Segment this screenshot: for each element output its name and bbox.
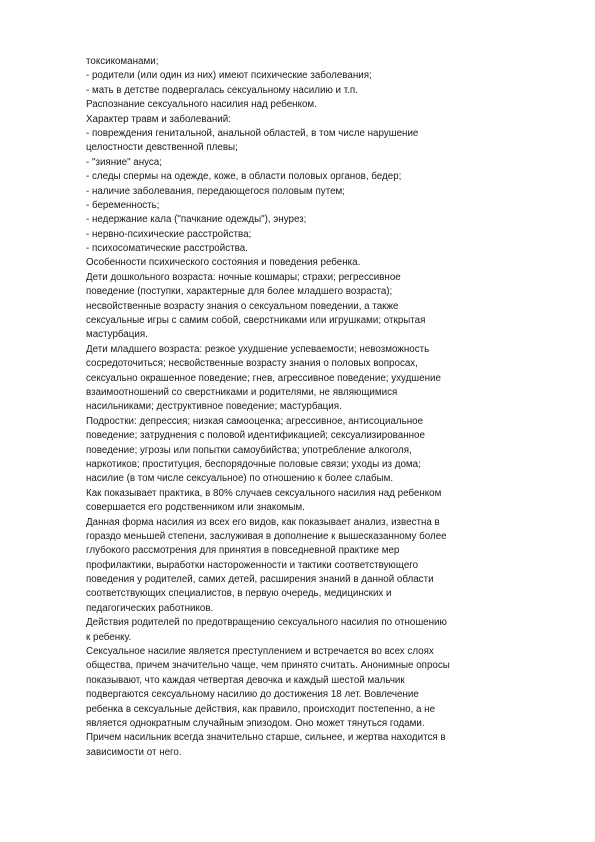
text-line: - нервно-психические расстройства; xyxy=(86,228,252,240)
section-heading: к ребенку. xyxy=(86,631,132,643)
section-heading: Распознание сексуального насилия над ребенком. xyxy=(86,99,317,111)
text-line: сосредоточиться; несвойственные возрасту знания о половых вопросах, xyxy=(86,358,418,370)
subsection-heading: Характер травм и заболеваний: xyxy=(86,113,231,125)
text-line: - беременность; xyxy=(86,199,160,211)
text-line: ребенка в сексуальные действия, как правило, происходит постепенно, а не xyxy=(86,703,436,715)
text-line: Как показывает практика, в 80% случаев сексуального насилия над ребенком xyxy=(86,487,442,499)
text-line: Дети дошкольного возраста: ночные кошмары; страхи; регрессивное xyxy=(86,271,401,283)
text-line: глубокого рассмотрения для принятия в повседневной практике мер xyxy=(86,545,400,557)
section-heading: Действия родителей по предотвращению сексуального насилия по отношению xyxy=(86,617,447,629)
text-line: Подростки: депрессия; низкая самооценка; агрессивное, антисоциальное xyxy=(86,415,424,427)
text-line: подвергаются сексуальному насилию до достижения 18 лет. Вовлечение xyxy=(86,689,419,701)
text-line: - мать в детстве подвергалась сексуальному насилию и т.п. xyxy=(86,84,358,96)
text-line: - наличие заболевания, передающегося половым путем; xyxy=(86,185,345,197)
text-line: Данная форма насилия из всех его видов, как показывает анализ, известна в xyxy=(86,516,440,528)
text-line: - следы спермы на одежде, коже, в области половых органов, бедер; xyxy=(86,171,402,183)
text-line: целостности девственной плевы; xyxy=(86,142,238,154)
text-line: сексуально окрашенное поведение; гнев, агрессивное поведение; ухудшение xyxy=(86,372,441,384)
text-line: поведение; затруднения с половой идентификацией; сексуализированное xyxy=(86,430,425,442)
text-line: - недержание кала ("пачкание одежды"), энурез; xyxy=(86,214,307,226)
text-line: несвойственные возрасту знания о сексуальном поведении, а также xyxy=(86,300,399,312)
text-line: наркотиков; проституция, беспорядочные половые связи; уходы из дома; xyxy=(86,458,421,470)
text-line: насилие (в том числе сексуальное) по отношению к более слабым. xyxy=(86,473,394,485)
text-line: мастурбация. xyxy=(86,329,148,341)
text-line: является однократным случайным эпизодом. Оно может тянуться годами. xyxy=(86,717,425,729)
text-line: - "зияние" ануса; xyxy=(86,156,162,168)
text-line: Дети младшего возраста: резкое ухудшение успеваемости; невозможность xyxy=(86,343,430,355)
text-line: - психосоматические расстройства. xyxy=(86,243,248,255)
text-line: - повреждения генитальной, анальной областей, в том числе нарушение xyxy=(86,127,419,139)
section-heading: Особенности психического состояния и поведения ребенка. xyxy=(86,257,361,269)
text-line: сексуальные игры с самим собой, сверстниками или игрушками; открытая xyxy=(86,315,426,327)
text-line: насильниками; деструктивное поведение; мастурбация. xyxy=(86,401,342,413)
text-line: совершается его родственником или знакомым. xyxy=(86,502,305,514)
text-line: педагогических работников. xyxy=(86,602,214,614)
text-line: общества, причем значительно чаще, чем принято считать. Анонимные опросы xyxy=(86,660,450,672)
text-line: поведения у родителей, самих детей, расширения знаний в данной области xyxy=(86,574,434,586)
text-line: показывают, что каждая четвертая девочка и каждый шестой мальчик xyxy=(86,674,405,686)
text-line: - родители (или один из них) имеют психические заболевания; xyxy=(86,70,372,82)
text-line: гораздо меньшей степени, заслуживая в дополнение к вышесказанному более xyxy=(86,530,447,542)
text-line: зависимости от него. xyxy=(86,746,182,758)
text-line: взаимоотношений со сверстниками и родителями, не являющимися xyxy=(86,386,398,398)
text-line: поведение (поступки, характерные для более младшего возраста); xyxy=(86,286,393,298)
text-line: профилактики, выработки настороженности и тактики соответствующего xyxy=(86,559,419,571)
document-page xyxy=(86,55,556,760)
text-line: Причем насильник всегда значительно старше, сильнее, и жертва находится в xyxy=(86,732,446,744)
text-line: поведение; угрозы или попытки самоубийства; употребление алкоголя, xyxy=(86,444,412,456)
text-line: токсикоманами; xyxy=(86,56,159,67)
text-line: соответствующих специалистов, в первую очередь, медицинских и xyxy=(86,588,392,600)
text-line: Сексуальное насилие является преступлением и встречается во всех слоях xyxy=(86,646,434,658)
